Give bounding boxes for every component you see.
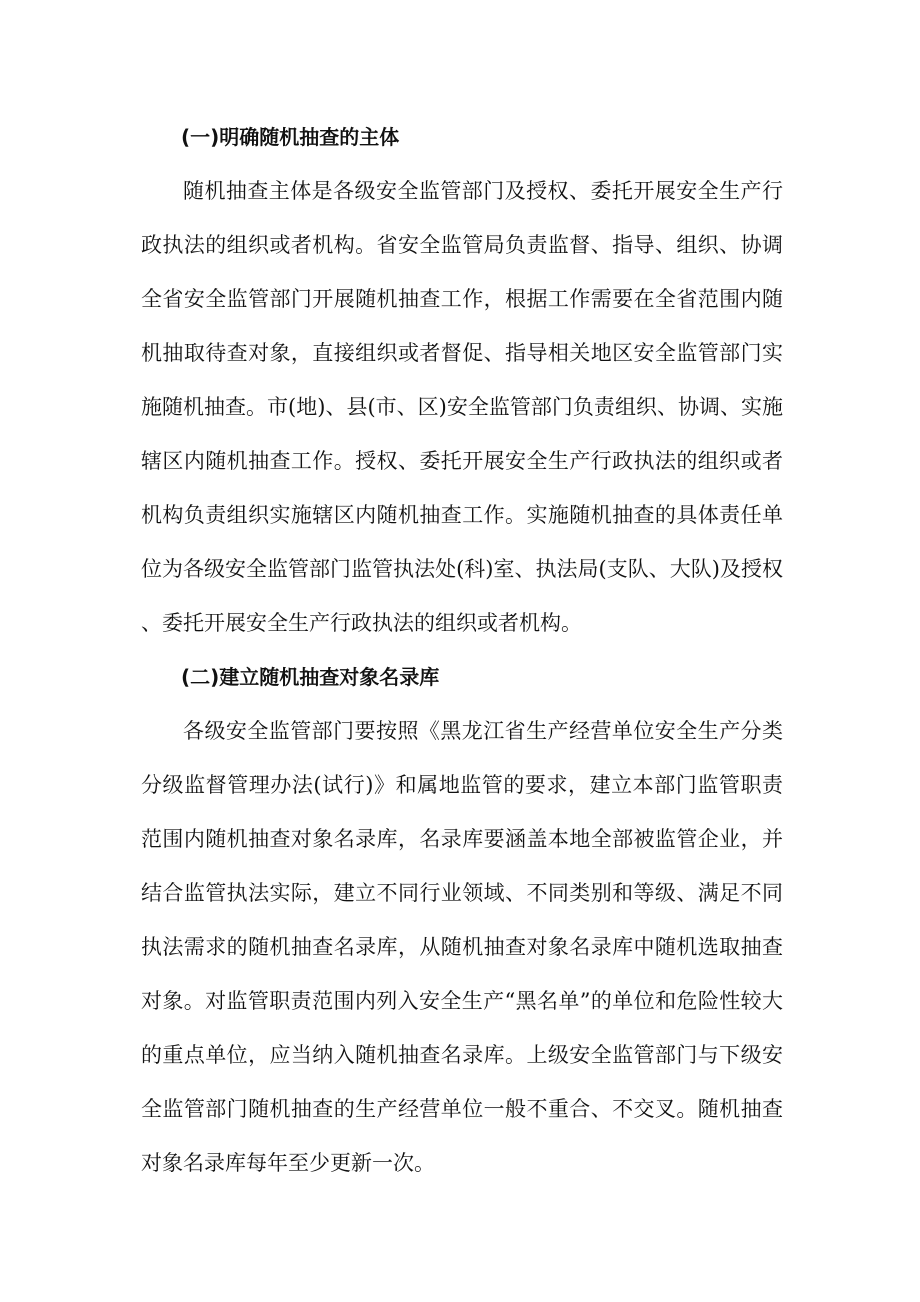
section-paragraph-1: 随机抽查主体是各级安全监管部门及授权、委托开展安全生产行政执法的组织或者机构。省安全监管局负责监督、指导、组织、协调全省安全监管部门开展随机抽查工作，根据工作需要在全省范围内随机抽取待查对象，直接组织或者督促、指导相关地区安全监管部门实施随机抽查。市(地)、县(市、区)安全监管部门负责组织、协调、实施辖区内随机抽查工作。授权、委托开展安全生产行政执法的组织或者机构负责组织实施辖区内随机抽查工作。实施随机抽查的具体责任单位为各级安全监管部门监管执法处(科)室、执法局(支队、大队)及授权、委托开展安全生产行政执法的组织或者机构。: [141, 179, 783, 635]
section-heading-2: (二)建立随机抽查对象名录库: [181, 665, 440, 689]
section-paragraph-2: 各级安全监管部门要按照《黑龙江省生产经营单位安全生产分类分级监督管理办法(试行)》和属地监管的要求，建立本部门监管职责范围内随机抽查对象名录库，名录库要涵盖本地全部被监管企业，并结合监管执法实际，建立不同行业领域、不同类别和等级、满足不同执法需求的随机抽查名录库，从随机抽查对象名录库中随机选取抽查对象。对监管职责范围内列入安全生产“黑名单”的单位和危险性较大的重点单位，应当纳入随机抽查名录库。上级安全监管部门与下级安全监管部门随机抽查的生产经营单位一般不重合、不交叉。随机抽查对象名录库每年至少更新一次。: [141, 719, 783, 1175]
document-body: [141, 110, 783, 1190]
section-heading-1: (一)明确随机抽查的主体: [181, 125, 400, 149]
